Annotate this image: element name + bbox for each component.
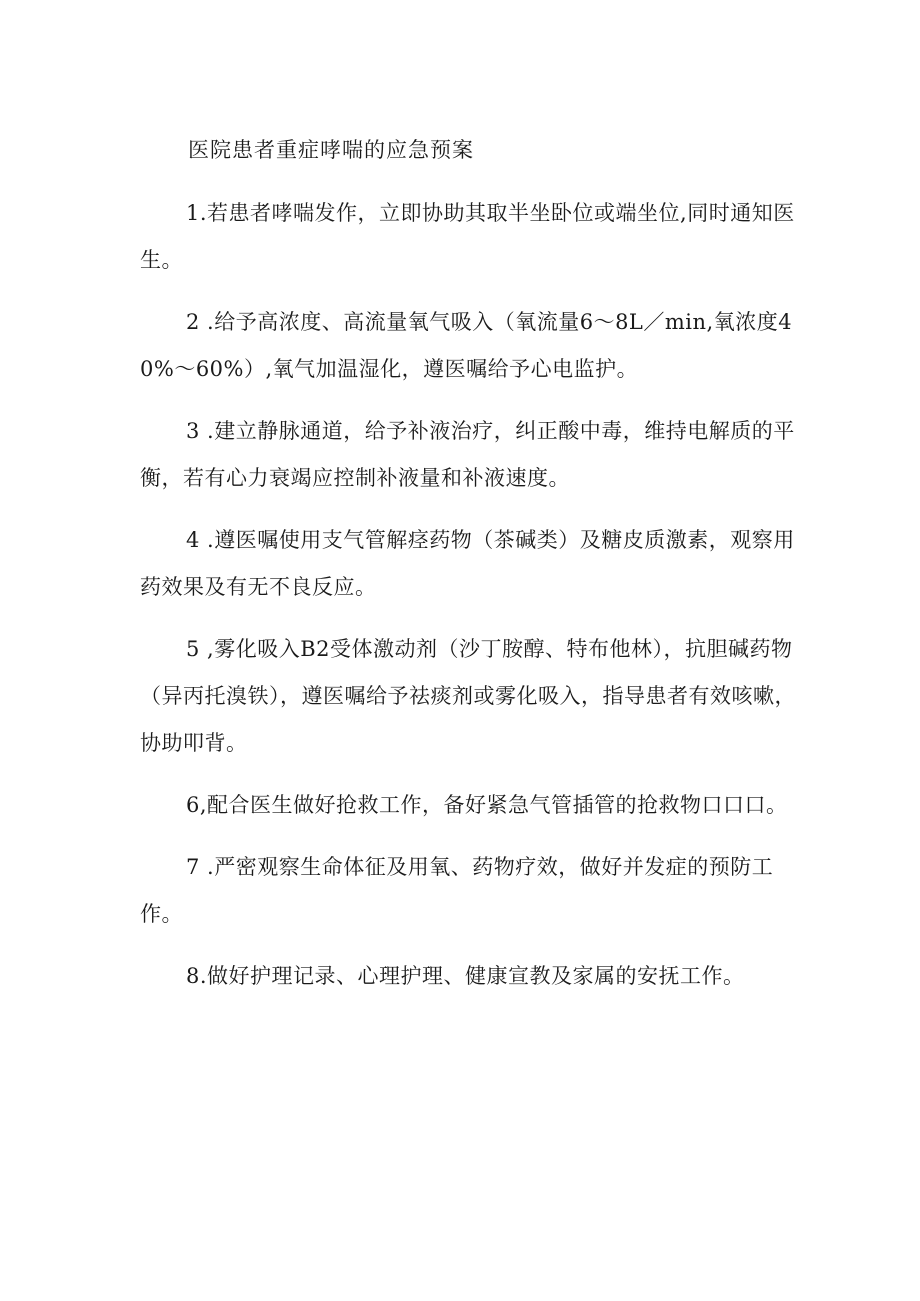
plan-item-2: 2 .给予高浓度、高流量氧气吸入（氧流量6～8L／min,氧浓度40%～60%）,氧气加温湿化，遵医嘱给予心电监护。 [140,310,793,381]
plan-item-5: 5 ,雾化吸入B2受体激动剂（沙丁胺醇、特布他林），抗胆碱药物（异丙托溴铁），遵医嘱给予祛痰剂或雾化吸入，指导患者有效咳嗽，协助叩背。 [140,637,796,755]
plan-item-8: 8.做好护理记录、心理护理、健康宣教及家属的安抚工作。 [186,964,745,988]
plan-item-7: 7 .严密观察生命体征及用氧、药物疗效，做好并发症的预防工作。 [140,855,774,926]
document-title: 医院患者重症哮喘的应急预案 [188,138,474,162]
plan-item-3: 3 .建立静脉通道，给予补液治疗，纠正酸中毒，维持电解质的平衡，若有心力衰竭应控制补液量和补液速度。 [140,419,795,490]
plan-item-1: 1.若患者哮喘发作，立即协助其取半坐卧位或端坐位,同时通知医生。 [140,201,795,272]
document-body [140,128,800,1015]
plan-item-4: 4 .遵医嘱使用支气管解痉药物（茶碱类）及糖皮质激素，观察用药效果及有无不良反应。 [140,528,795,599]
plan-item-6: 6,配合医生做好抢救工作，备好紧急气管插管的抢救物口口口。 [186,793,788,817]
